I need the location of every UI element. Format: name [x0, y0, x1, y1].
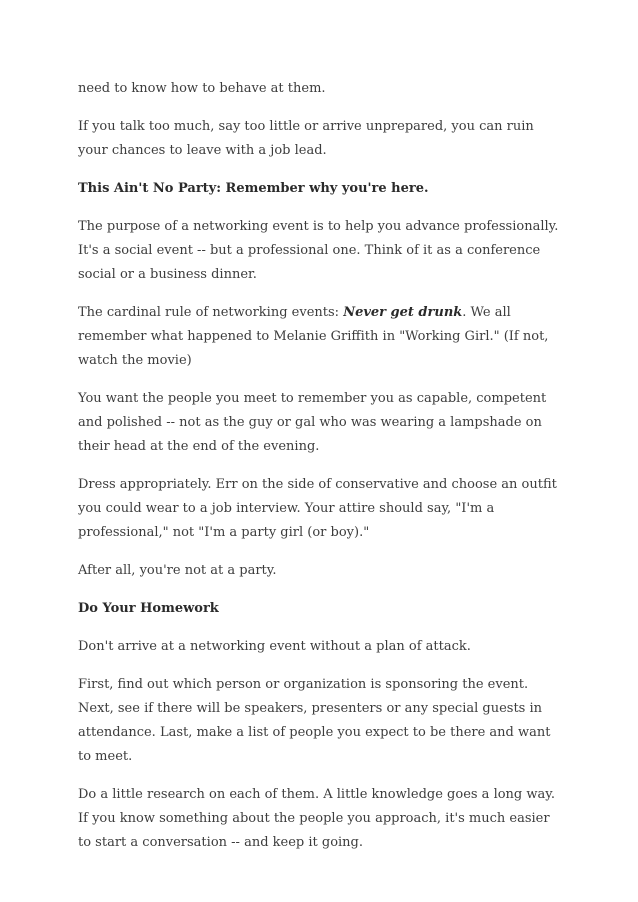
- paragraph-purpose: The purpose of a networking event is to help you advance professionally. It's a social event -- but a professional one. Think of it as a conference social or a business dinner.: [78, 219, 559, 282]
- paragraph-behave: need to know how to behave at them.: [78, 81, 326, 96]
- section-heading-not-a-party: This Ain't No Party: Remember why you're here.: [78, 181, 429, 196]
- paragraph-dress: Dress appropriately. Err on the side of conservative and choose an outfit you could wear to a job interview. Your attire should say, "I'm a professional," not "I'm a party girl (or boy).": [78, 477, 557, 540]
- paragraph-find-out: First, find out which person or organization is sponsoring the event. Next, see if there will be speakers, presenters or any special guests in attendance. Last, make a list of people you expect to be there and want to meet.: [78, 677, 551, 764]
- never-get-drunk-emphasis: Never get drunk: [343, 305, 463, 320]
- cardinal-rule-lead: The cardinal rule of networking events:: [78, 305, 344, 320]
- paragraph-cardinal-rule: [78, 301, 564, 373]
- paragraph-plan-of-attack: Don't arrive at a networking event without a plan of attack.: [78, 639, 471, 654]
- paragraph-research: Do a little research on each of them. A little knowledge goes a long way. If you know something about the people you approach, it's much easier to start a conversation -- and keep it going.: [78, 787, 556, 850]
- cardinal-rule-tail: . We all remember what happened to Melanie Griffith in "Working Girl." (If not, watch the movie): [78, 305, 549, 368]
- section-heading-homework: Do Your Homework: [78, 601, 219, 616]
- document-body: [78, 77, 564, 869]
- paragraph-talk-too-much: If you talk too much, say too little or arrive unprepared, you can ruin your chances to leave with a job lead.: [78, 119, 534, 158]
- paragraph-not-at-party: After all, you're not at a party.: [78, 563, 277, 578]
- paragraph-remember-you: You want the people you meet to remember you as capable, competent and polished -- not as the guy or gal who was wearing a lampshade on their head at the end of the evening.: [78, 391, 547, 454]
